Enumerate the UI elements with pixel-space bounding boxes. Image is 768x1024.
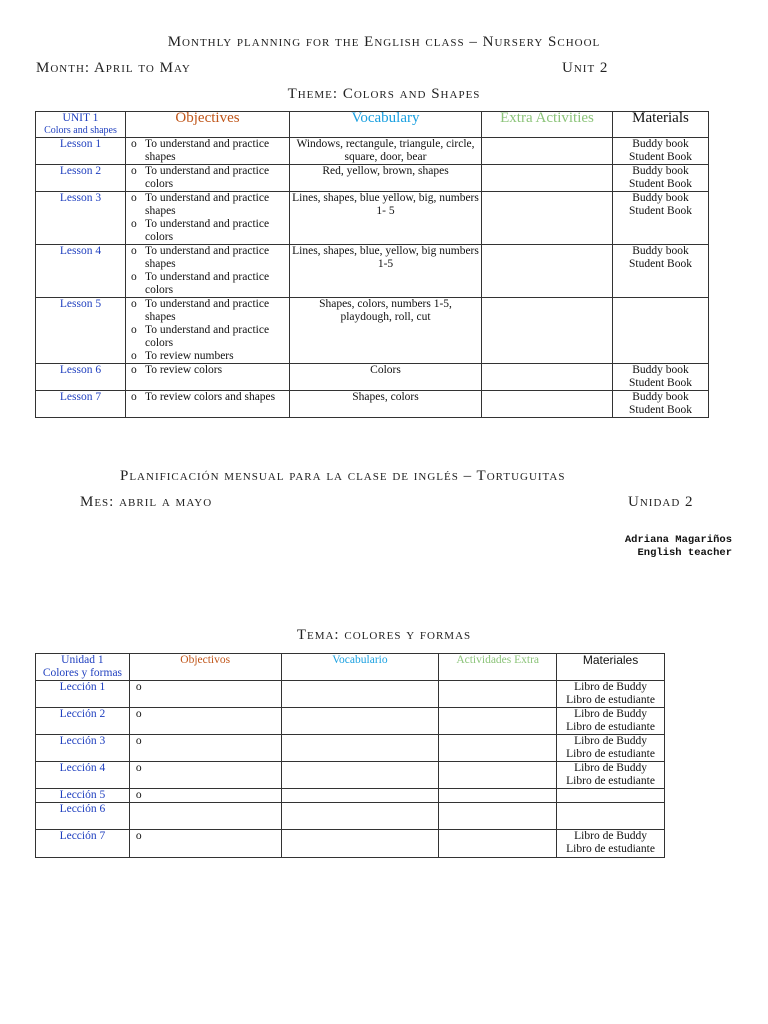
lesson-label: Lección 1 [36, 681, 130, 708]
objectives-cell [126, 298, 290, 364]
objectives-cell: o [129, 789, 281, 803]
table-row [36, 803, 665, 830]
table-row [36, 830, 665, 858]
table-row [36, 789, 665, 803]
spanish-title: Planificación mensual para la clase de inglés – Tortuguitas [120, 468, 566, 484]
materials-cell: Buddy book Student Book [613, 138, 709, 165]
vocabulary-cell [281, 830, 439, 858]
objectives-cell [126, 138, 290, 165]
extra-cell [439, 681, 557, 708]
spanish-month: Mes: abril a mayo [80, 494, 213, 510]
materiales-header: Materiales [557, 654, 665, 681]
extra-cell [482, 245, 613, 298]
vocabulary-cell: Shapes, colors [290, 391, 482, 418]
materials-cell [557, 803, 665, 830]
extra-cell [482, 138, 613, 165]
extra-cell [439, 803, 557, 830]
materials-cell: Buddy book Student Book [613, 391, 709, 418]
vocabulary-cell [281, 681, 439, 708]
spanish-unit-cell: Unidad 1 Colores y formas [36, 654, 130, 681]
vocabulary-cell [281, 803, 439, 830]
extra-cell [439, 762, 557, 789]
vocabulary-header: Vocabulary [290, 112, 482, 138]
table-row [36, 735, 665, 762]
objective-item: o To review colors [128, 364, 287, 377]
extra-activities-header: Extra Activities [482, 112, 613, 138]
materials-cell: Buddy book Student Book [613, 192, 709, 245]
objetivos-header: Objectivos [129, 654, 281, 681]
lesson-label: Lección 7 [36, 830, 130, 858]
english-month: Month: April to May [36, 60, 191, 76]
vocabulary-cell [281, 735, 439, 762]
materials-header: Materials [613, 112, 709, 138]
lesson-label: Lección 2 [36, 708, 130, 735]
table-row [36, 762, 665, 789]
objectives-header: Objectives [126, 112, 290, 138]
materials-cell: Libro de Buddy Libro de estudiante [557, 830, 665, 858]
vocabulary-cell [281, 708, 439, 735]
objectives-cell [126, 165, 290, 192]
vocabulary-cell: Shapes, colors, numbers 1-5, playdough, roll, cut [290, 298, 482, 364]
lesson-label: Lesson 7 [36, 391, 126, 418]
table-row [36, 681, 665, 708]
english-title: Monthly planning for the English class – Nursery School [167, 34, 601, 50]
lesson-label: Lesson 3 [36, 192, 126, 245]
lesson-label: Lesson 6 [36, 364, 126, 391]
objective-item: o To understand and practice shapes [128, 298, 287, 324]
vocabulario-header: Vocabulario [281, 654, 439, 681]
lesson-label: Lesson 5 [36, 298, 126, 364]
extra-cell [482, 391, 613, 418]
table-row [36, 245, 709, 298]
english-theme: Theme: Colors and Shapes [287, 86, 481, 102]
lesson-label: Lección 6 [36, 803, 130, 830]
objective-item: o To review numbers [128, 350, 287, 363]
materials-cell: Buddy book Student Book [613, 245, 709, 298]
extra-cell [482, 192, 613, 245]
teacher-signature [625, 534, 732, 560]
materials-cell: Libro de Buddy Libro de estudiante [557, 762, 665, 789]
objectives-cell: o [129, 735, 281, 762]
vocabulary-cell [281, 762, 439, 789]
materials-cell: Buddy book Student Book [613, 364, 709, 391]
objectives-cell [126, 364, 290, 391]
english-planning-table [35, 111, 709, 418]
spanish-unit: Unidad 2 [628, 494, 694, 510]
table-row [36, 391, 709, 418]
objectives-cell: o [129, 762, 281, 789]
english-header-row [36, 112, 709, 138]
lesson-label: Lección 4 [36, 762, 130, 789]
lesson-label: Lesson 2 [36, 165, 126, 192]
objective-item: o To understand and practice shapes [128, 138, 287, 164]
table-row [36, 192, 709, 245]
extra-cell [482, 364, 613, 391]
materials-cell: Libro de Buddy Libro de estudiante [557, 681, 665, 708]
spanish-planning-table [35, 653, 665, 858]
materials-cell [557, 789, 665, 803]
objective-item: o To understand and practice shapes [128, 192, 287, 218]
english-unit: Unit 2 [562, 60, 609, 76]
extra-cell [439, 708, 557, 735]
table-row [36, 138, 709, 165]
actividades-extra-header: Actividades Extra [439, 654, 557, 681]
vocabulary-cell: Lines, shapes, blue yellow, big, numbers 1- 5 [290, 192, 482, 245]
vocabulary-cell: Colors [290, 364, 482, 391]
objective-item: o To understand and practice colors [128, 324, 287, 350]
vocabulary-cell [281, 789, 439, 803]
lesson-label: Lección 3 [36, 735, 130, 762]
extra-cell [439, 789, 557, 803]
objectives-cell: o [129, 681, 281, 708]
objectives-cell: o [129, 708, 281, 735]
extra-cell [439, 830, 557, 858]
table-row [36, 708, 665, 735]
objectives-cell: o [129, 830, 281, 858]
extra-cell [439, 735, 557, 762]
materials-cell [613, 298, 709, 364]
table-row [36, 364, 709, 391]
teacher-role: English teacher [637, 547, 732, 559]
objective-item: o To understand and practice colors [128, 218, 287, 244]
spanish-theme: Tema: colores y formas [296, 627, 472, 643]
lesson-label: Lesson 4 [36, 245, 126, 298]
objectives-cell [126, 192, 290, 245]
objective-item: o To understand and practice shapes [128, 245, 287, 271]
materials-cell: Libro de Buddy Libro de estudiante [557, 735, 665, 762]
table-row [36, 298, 709, 364]
teacher-name: Adriana Magariños [624, 534, 732, 546]
vocabulary-cell: Windows, rectangule, triangule, circle, square, door, bear [290, 138, 482, 165]
vocabulary-cell: Red, yellow, brown, shapes [290, 165, 482, 192]
lesson-label: Lección 5 [36, 789, 130, 803]
english-unit-cell: UNIT 1 Colors and shapes [36, 112, 126, 138]
objective-item: o To understand and practice colors [128, 271, 287, 297]
spanish-header-row [36, 654, 665, 681]
objective-item: o To understand and practice colors [128, 165, 287, 191]
objective-item: o To review colors and shapes [128, 391, 287, 404]
materials-cell: Libro de Buddy Libro de estudiante [557, 708, 665, 735]
objectives-cell [129, 803, 281, 830]
lesson-label: Lesson 1 [36, 138, 126, 165]
extra-cell [482, 298, 613, 364]
objectives-cell [126, 391, 290, 418]
vocabulary-cell: Lines, shapes, blue, yellow, big numbers 1-5 [290, 245, 482, 298]
table-row [36, 165, 709, 192]
extra-cell [482, 165, 613, 192]
objectives-cell [126, 245, 290, 298]
materials-cell: Buddy book Student Book [613, 165, 709, 192]
